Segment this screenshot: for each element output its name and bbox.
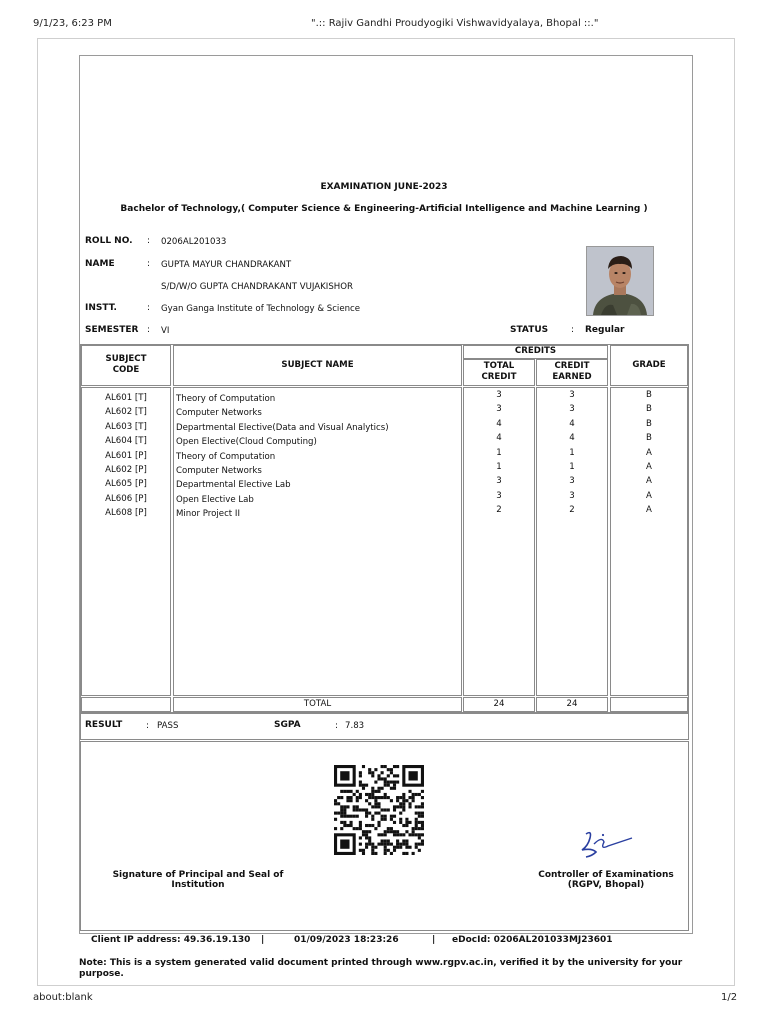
subject-code: AL608 [P] (105, 508, 147, 519)
subject-code: AL603 [T] (105, 421, 147, 432)
status-colon: : (571, 325, 575, 335)
sgpa-value: 7.83 (345, 721, 365, 731)
total-credit: 3 (496, 390, 502, 400)
subject-code: AL606 [P] (105, 493, 147, 504)
semester-colon: : (147, 325, 151, 335)
student-photo-portrait (587, 247, 653, 315)
subject-code: AL602 [P] (105, 465, 147, 475)
status-value: Regular (585, 325, 625, 335)
client-ip: Client IP address: 49.36.19.130 (91, 935, 251, 945)
subject-code: AL605 [P] (105, 479, 147, 490)
earned-credit: 3 (569, 490, 575, 501)
total-credit: 1 (496, 447, 502, 458)
print-page-title: ".:: Rajiv Gandhi Proudyogiki Vishwavidyalaya, Bhopal ::." (311, 18, 599, 29)
principal-signature-line1: Signature of Principal and Seal of (112, 870, 284, 880)
earned-credit: 3 (569, 404, 575, 415)
roll-colon: : (147, 236, 151, 246)
credits-header: CREDITS (514, 346, 557, 356)
subject-name: Open Elective Lab (176, 494, 254, 505)
controller-signature (574, 826, 636, 862)
print-timestamp: 01/09/2023 18:23:26 (294, 935, 399, 945)
status-label: STATUS (510, 325, 549, 335)
grade-header: GRADE (632, 360, 666, 370)
grade: B (646, 390, 652, 400)
total-credit: 3 (496, 404, 502, 415)
roll-label: ROLL NO. (85, 236, 133, 246)
principal-signature-caption (100, 870, 296, 890)
subject-name: Minor Project II (176, 509, 240, 520)
semester-label: SEMESTER (85, 325, 139, 335)
principal-signature-line2: Institution (171, 880, 225, 890)
earned-credit: 3 (569, 476, 575, 487)
credit-earned-header (536, 361, 608, 383)
system-note: Note: This is a system generated valid document printed through www.rgpv.ac.in, verified it by the university for your (79, 958, 683, 968)
credit-earned-header-line2: EARNED (552, 372, 592, 382)
grade: A (646, 490, 652, 501)
system-note-line2: purpose. (79, 969, 124, 979)
grade: A (646, 462, 652, 472)
total-credit: 3 (496, 490, 502, 501)
institute-label: INSTT. (85, 303, 117, 313)
grade: B (646, 404, 652, 415)
total-credit: 4 (496, 433, 502, 444)
subject-code: AL602 [T] (105, 407, 147, 418)
subject-name: Departmental Elective Lab (176, 480, 291, 491)
subject-code-header-line2: CODE (112, 365, 140, 375)
controller-caption (530, 870, 682, 890)
verification-qr-code (334, 765, 424, 855)
result-colon: : (146, 721, 150, 731)
guardian-name: S/D/W/O GUPTA CHANDRAKANT VUJAKISHOR (161, 282, 353, 292)
total-label: TOTAL (303, 699, 332, 709)
subject-name: Computer Networks (176, 408, 262, 419)
subject-name: Theory of Computation (176, 451, 276, 462)
institute-colon: : (147, 303, 151, 313)
earned-credit: 1 (569, 447, 575, 458)
total-credit: 4 (496, 418, 502, 429)
subject-code-header (81, 354, 171, 376)
total-credit: 3 (496, 476, 502, 487)
total-row-code-cell (81, 697, 171, 712)
total-credit: 1 (496, 462, 502, 472)
subject-name: Departmental Elective(Data and Visual Analytics) (176, 422, 389, 433)
subject-code-header-line1: SUBJECT (105, 354, 147, 364)
result-value: PASS (157, 721, 179, 731)
subject-name: Computer Networks (176, 466, 262, 476)
print-page-number: 1/2 (721, 992, 738, 1003)
total-credit: 2 (496, 505, 502, 516)
exam-title: EXAMINATION JUNE-2023 (320, 182, 448, 192)
total-credit-header (463, 361, 535, 383)
course-title: Bachelor of Technology,( Computer Science & Engineering-Artificial Intelligence and Machine Learning ) (120, 204, 648, 214)
earned-credit: 1 (569, 462, 575, 472)
earned-credit: 2 (569, 505, 575, 516)
earned-credit: 4 (569, 418, 575, 429)
total-credit-header-line1: TOTAL (483, 361, 515, 371)
student-photo (586, 246, 654, 316)
print-url: about:blank (33, 992, 93, 1003)
institute-name: Gyan Ganga Institute of Technology & Science (161, 304, 361, 314)
grade: A (646, 505, 652, 516)
name-label: NAME (85, 259, 115, 269)
grade: A (646, 476, 652, 487)
edoc-id: eDocId: 0206AL201033MJ23601 (452, 935, 613, 945)
sgpa-colon: : (335, 721, 339, 731)
grade: A (646, 447, 652, 458)
name-colon: : (147, 259, 151, 269)
roll-number: 0206AL201033 (161, 237, 227, 247)
footer-separator-1: | (261, 935, 265, 945)
subject-code: AL601 [T] (105, 393, 147, 403)
result-label: RESULT (85, 720, 123, 730)
controller-caption-line2: (RGPV, Bhopal) (567, 880, 645, 890)
semester-value: VI (161, 326, 170, 336)
subject-code: AL601 [P] (105, 450, 147, 461)
grade: B (646, 433, 652, 444)
subject-name-header: SUBJECT NAME (281, 360, 354, 370)
credit-earned-header-line1: CREDIT (554, 361, 590, 371)
subject-name: Open Elective(Cloud Computing) (176, 437, 317, 448)
subject-name: Theory of Computation (176, 394, 276, 404)
total-earned-sum: 24 (566, 699, 578, 709)
earned-credit: 3 (569, 390, 575, 400)
total-credit-sum: 24 (493, 699, 505, 709)
total-row-grade-cell (610, 697, 688, 712)
sgpa-label: SGPA (274, 720, 301, 730)
footer-separator-2: | (432, 935, 436, 945)
print-datetime: 9/1/23, 6:23 PM (33, 18, 112, 29)
controller-caption-line1: Controller of Examinations (538, 870, 674, 880)
earned-credit: 4 (569, 433, 575, 444)
subject-code: AL604 [T] (105, 436, 147, 447)
student-name: GUPTA MAYUR CHANDRAKANT (161, 260, 292, 270)
grade: B (646, 418, 652, 429)
total-credit-header-line2: CREDIT (481, 372, 517, 382)
